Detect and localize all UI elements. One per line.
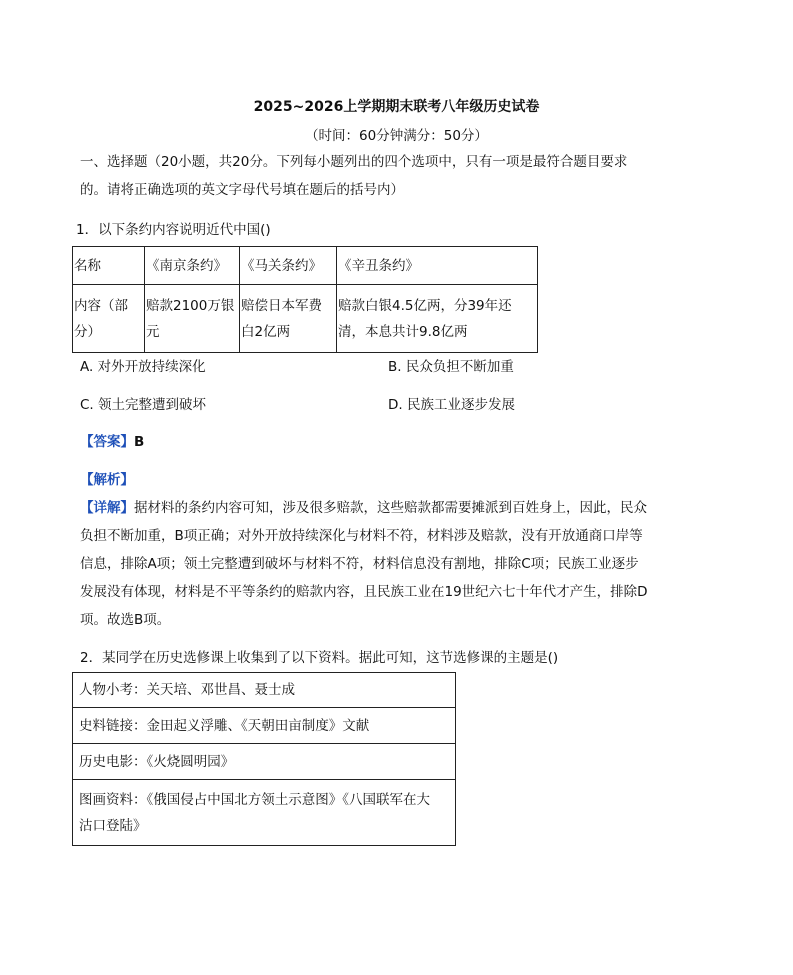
q1-detail-line5: 项。故选B项。 — [80, 612, 171, 628]
q1-cell-maguan-line2: 白2亿两 — [241, 323, 291, 340]
q1-option-c: C. 领土完整遭到破坏 — [80, 397, 207, 413]
q1-detail-line1: 据材料的条约内容可知，涉及很多赔款，这些赔款都需要摊派到百姓身上，因此，民众 — [134, 500, 647, 516]
section-instructions-line2: 的。请将正确选项的英文字母代号填在题后的括号内） — [80, 182, 404, 198]
q1-cell-nanjing-line2: 元 — [146, 323, 160, 340]
exam-subtitle: （时间：60分钟满分：50分） — [305, 128, 488, 144]
q1-detail — [80, 494, 700, 634]
q1-detail-label: 【详解】 — [80, 500, 134, 516]
q1-detail-line3: 信息，排除A项；领土完整遭到破坏与材料不符，材料信息没有割地，排除C项；民族工业逐步 — [80, 556, 639, 572]
q1-option-b: B. 民众负担不断加重 — [388, 359, 514, 375]
q1-cell-xinchou-line2: 清，本息共计9.8亿两 — [338, 323, 468, 340]
section-instructions — [80, 148, 692, 204]
q1-cell-nanjing — [145, 285, 240, 353]
q1-row-label-line1: 内容（部 — [74, 297, 128, 314]
q2-row-pictures-line1: 图画资料：《俄国侵占中国北方领土示意图》《八国联军在大 — [79, 791, 430, 808]
q1-option-d: D. 民族工业逐步发展 — [388, 397, 515, 413]
q2-row-people: 人物小考：关天培、邓世昌、聂士成 — [73, 673, 456, 708]
q1-header-maguan: 《马关条约》 — [240, 247, 337, 285]
q2-row-pictures — [73, 780, 456, 846]
q1-treaty-table — [72, 246, 538, 353]
q1-row-label — [73, 285, 145, 353]
q1-option-a: A. 对外开放持续深化 — [80, 359, 206, 375]
q1-cell-maguan — [240, 285, 337, 353]
q1-detail-line4: 发展没有体现，材料是不平等条约的赔款内容，且民族工业在19世纪六七十年代才产生，排除D — [80, 584, 648, 600]
q1-cell-xinchou-line1: 赔款白银4.5亿两，分39年还 — [338, 297, 512, 314]
q1-header-xinchou: 《辛丑条约》 — [337, 247, 538, 285]
q1-header-name: 名称 — [73, 247, 145, 285]
q2-stem: 2．某同学在历史选修课上收集到了以下资料。据此可知，这节选修课的主题是() — [80, 650, 559, 666]
q2-row-sources: 史料链接：金田起义浮雕、《天朝田亩制度》文献 — [73, 708, 456, 744]
q1-analysis-label: 【解析】 — [80, 472, 134, 488]
exam-title: 2025~2026上学期期末联考八年级历史试卷 — [253, 99, 540, 115]
q1-header-nanjing: 《南京条约》 — [145, 247, 240, 285]
q1-cell-maguan-line1: 赔偿日本军费 — [241, 297, 322, 314]
q1-answer-label: 【答案】 — [80, 434, 134, 450]
q2-row-pictures-line2: 沽口登陆》 — [79, 817, 147, 834]
section-instructions-line1: 一、选择题（20小题，共20分。下列每小题列出的四个选项中，只有一项是最符合题目要求 — [80, 154, 628, 170]
q1-cell-xinchou — [337, 285, 538, 353]
q1-answer-value: B — [134, 434, 145, 450]
q2-row-film: 历史电影：《火烧圆明园》 — [73, 744, 456, 780]
q1-cell-nanjing-line1: 赔款2100万银 — [146, 297, 235, 314]
q1-answer — [80, 430, 144, 450]
q1-stem: 1．以下条约内容说明近代中国() — [76, 222, 271, 238]
q1-row-label-line2: 分） — [74, 323, 101, 340]
q2-materials-table — [72, 672, 456, 846]
q1-detail-line2: 负担不断加重，B项正确；对外开放持续深化与材料不符，材料涉及赔款，没有开放通商口岸等 — [80, 528, 643, 544]
